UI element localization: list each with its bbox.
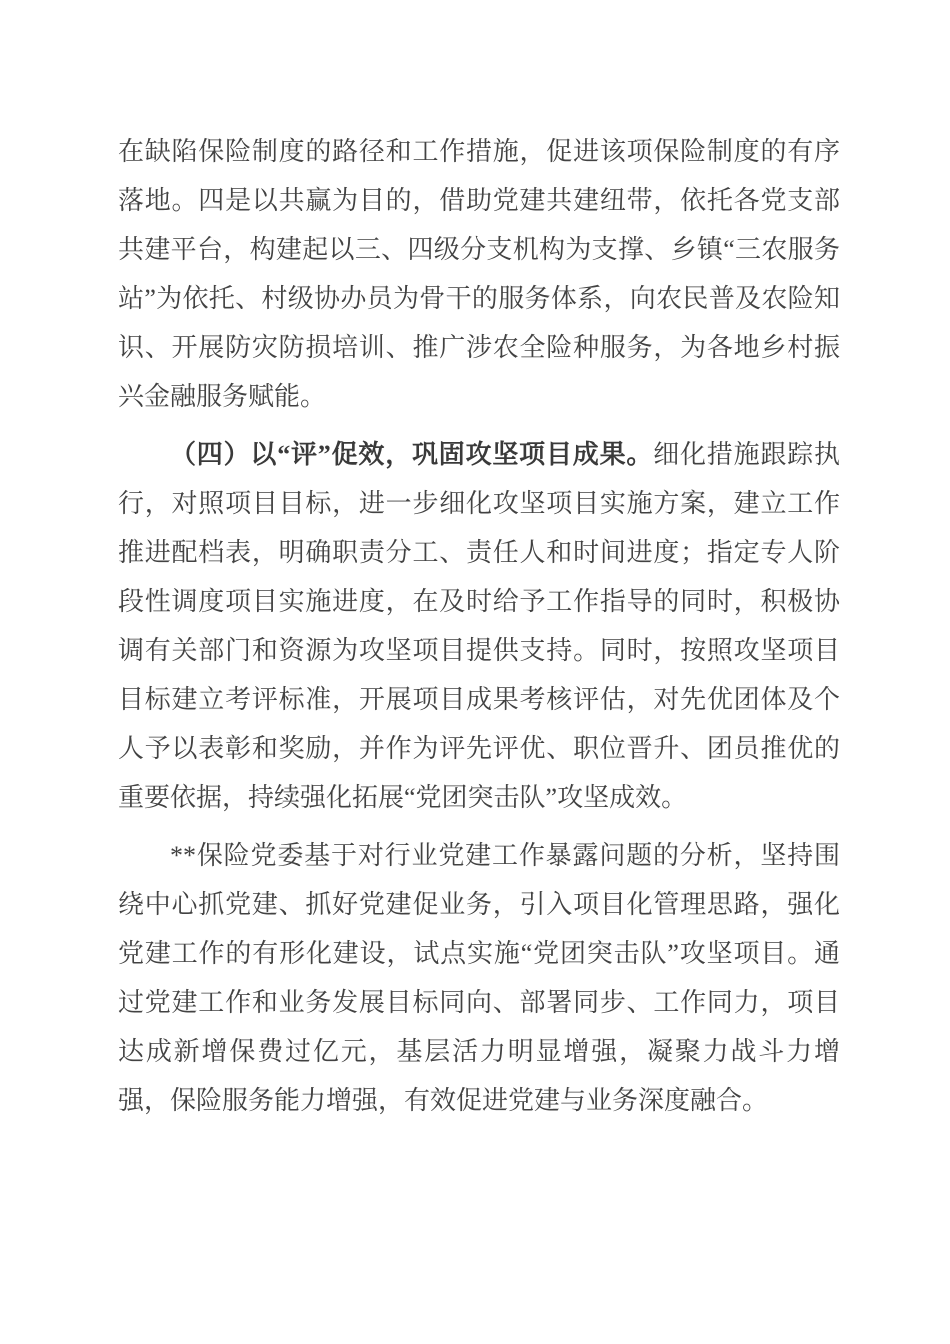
section-four-body-text: 细化措施跟踪执行，对照项目目标，进一步细化攻坚项目实施方案，建立工作推进配档表，明确职责分工、责任人和时间进度；指定专人阶段性调度项目实施进度，在及时给予工作指导的同时，积极协调有关部门和资源为攻坚项目提供支持。同时，按照攻坚项目目标建立考评标准，开展项目成果考核评估，对先优团体及个人予以表彰和奖励，并作为评先评优、职位晋升、团员推优的重要依据，持续强化拓展“党团突击队”攻坚成效。	[118, 440, 840, 812]
section-four-heading: （四）以“评”促效，巩固攻坚项目成果。	[170, 440, 654, 469]
paragraph-summary-text: **保险党委基于对行业党建工作暴露问题的分析，坚持围绕中心抓党建、抓好党建促业务，引入项目化管理思路，强化党建工作的有形化建设，试点实施“党团突击队”攻坚项目。通过党建工作和业务发展目标同向、部署同步、工作同力，项目达成新增保费过亿元，基层活力明显增强，凝聚力战斗力增强，保险服务能力增强，有效促进党建与业务深度融合。	[118, 841, 840, 1115]
paragraph-continued-text: 在缺陷保险制度的路径和工作措施，促进该项保险制度的有序落地。四是以共赢为目的，借助党建共建纽带，依托各党支部共建平台，构建起以三、四级分支机构为支撑、乡镇“三农服务站”为依托、村级协办员为骨干的服务体系，向农民普及农险知识、开展防灾防损培训、推广涉农全险种服务，为各地乡村振兴金融服务赋能。	[118, 137, 840, 411]
paragraph-continued-from-previous-page	[118, 127, 840, 421]
paragraph-summary	[118, 831, 840, 1125]
paragraph-section-four	[118, 430, 840, 822]
